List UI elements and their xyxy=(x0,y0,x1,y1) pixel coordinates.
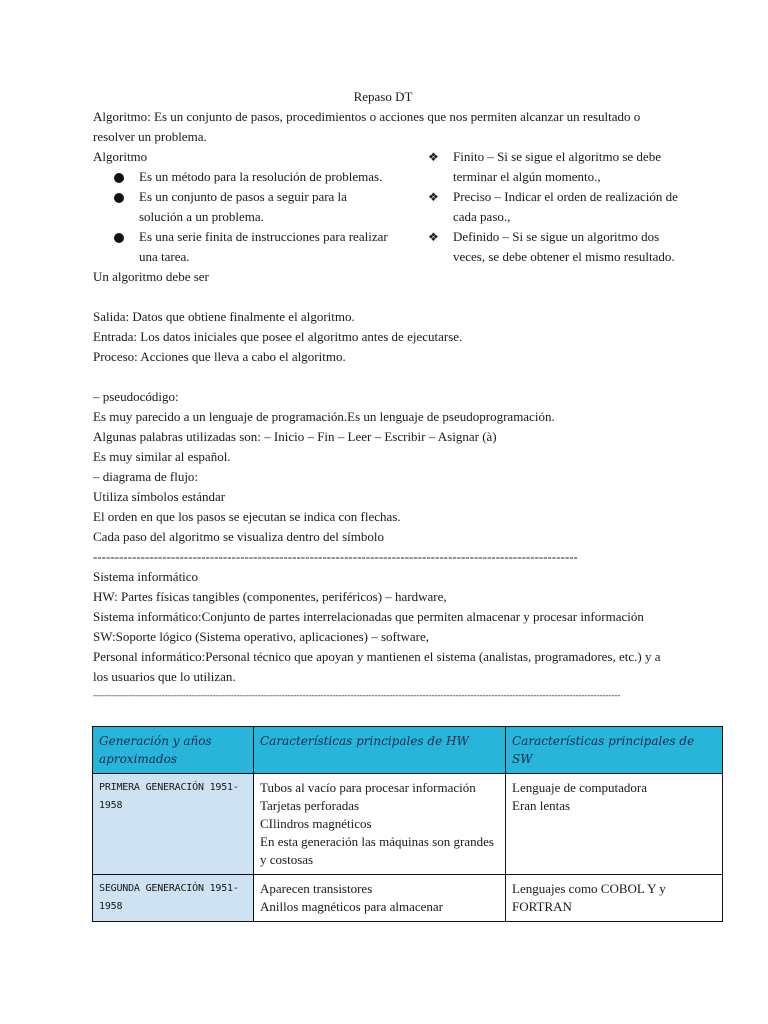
section-separator-thin: -------------------------------------------------------------------------------------------------------------------------------------------------------------------------------- xyxy=(93,690,621,700)
text-line: Cada paso del algoritmo se visualiza dentro del símbolo xyxy=(93,529,384,544)
document-page xyxy=(93,87,678,701)
list-item: Es un conjunto de pasos a seguir para la solución a un problema. xyxy=(93,187,393,227)
list-item: ❖ Finito – Si se sigue el algoritmo se debe terminar el algún momento., xyxy=(428,149,661,184)
hw-line: HW: Partes físicas tangibles (componentes, periféricos) – hardware, xyxy=(93,589,447,604)
sistema-heading: Sistema informático xyxy=(93,569,199,584)
hw-cell: Tubos al vacío para procesar información Tarjetas perforadas CIlindros magnéticos En esta generación las máquinas son grandes y costosas xyxy=(254,774,506,875)
algorithm-properties-column xyxy=(428,147,678,267)
algorithm-columns xyxy=(93,147,678,287)
bullet-dot-icon xyxy=(114,193,124,203)
text-line: El orden en que los pasos se ejecutan se indica con flechas. xyxy=(93,509,401,524)
text-line: Utiliza símbolos estándar xyxy=(93,489,226,504)
sistema-line: Sistema informático:Conjunto de partes interrelacionadas que permiten almacenar y procesar información xyxy=(93,609,644,624)
text-line: Es muy parecido a un lenguaje de programación.Es un lenguaje de pseudoprogramación. xyxy=(93,409,555,424)
text-line: Es muy similar al español. xyxy=(93,449,231,464)
list-item: ❖ Definido – Si se sigue un algoritmo dos veces, se debe obtener el mismo resultado. xyxy=(428,229,675,264)
header-hw: Características principales de HW xyxy=(254,727,506,774)
header-sw: Características principales de SW xyxy=(506,727,723,774)
bullet-dot-icon xyxy=(114,173,124,183)
sw-cell: Lenguaje de computadora Eran lentas xyxy=(506,774,723,875)
list-item: Es una serie finita de instrucciones para realizar una tarea. xyxy=(93,227,393,267)
pseudocode-heading: – pseudocódigo: xyxy=(93,389,179,404)
algorithm-left-column xyxy=(93,147,393,287)
flowchart-heading: – diagrama de flujo: xyxy=(93,469,199,484)
generations-table xyxy=(92,726,723,922)
diamond-bullet-icon: ❖ xyxy=(428,230,439,244)
process-line: Proceso: Acciones que lleva a cabo el algoritmo. xyxy=(93,349,346,364)
input-line: Entrada: Los datos iniciales que posee el algoritmo antes de ejecutarse. xyxy=(93,329,463,344)
list-item: Es un método para la resolución de problemas. xyxy=(93,167,393,187)
table-row xyxy=(93,774,723,875)
sw-cell: Lenguajes como COBOL Y y FORTRAN xyxy=(506,875,723,922)
bullet-dot-icon xyxy=(114,233,124,243)
sw-line: SW:Soporte lógico (Sistema operativo, aplicaciones) – software, xyxy=(93,629,429,644)
header-generation: Generación y años aproximados xyxy=(93,727,254,774)
generation-cell: SEGUNDA GENERACIÓN 1951-1958 xyxy=(93,875,254,922)
algorithm-definition: Algoritmo: Es un conjunto de pasos, procedimientos o acciones que nos permiten alcanzar un resultado o resolver un problema. xyxy=(93,109,641,144)
text-line: Algunas palabras utilizadas son: – Inicio – Fin – Leer – Escribir – Asignar (à) xyxy=(93,429,497,444)
list-item: ❖ Preciso – Indicar el orden de realización de cada paso., xyxy=(428,189,678,224)
generation-cell: PRIMERA GENERACIÓN 1951-1958 xyxy=(93,774,254,875)
table-row xyxy=(93,875,723,922)
algorithm-bullet-list xyxy=(93,167,393,267)
personal-line: Personal informático:Personal técnico que apoyan y mantienen el sistema (analistas, programadores, etc.) y a los usuarios que lo utilizan. xyxy=(93,649,661,684)
must-be-label: Un algoritmo debe ser xyxy=(93,269,209,284)
table-header-row xyxy=(93,727,723,774)
algorithm-heading: Algoritmo xyxy=(93,149,148,164)
properties-list xyxy=(428,147,678,267)
diamond-bullet-icon: ❖ xyxy=(428,150,439,164)
page-title: Repaso DT xyxy=(353,89,413,104)
diamond-bullet-icon: ❖ xyxy=(428,190,439,204)
hw-cell: Aparecen transistores Anillos magnéticos para almacenar xyxy=(254,875,506,922)
output-line: Salida: Datos que obtiene finalmente el algoritmo. xyxy=(93,309,355,324)
section-separator: ---------------------------------------------------------------------------------------------------------------- xyxy=(93,549,578,564)
